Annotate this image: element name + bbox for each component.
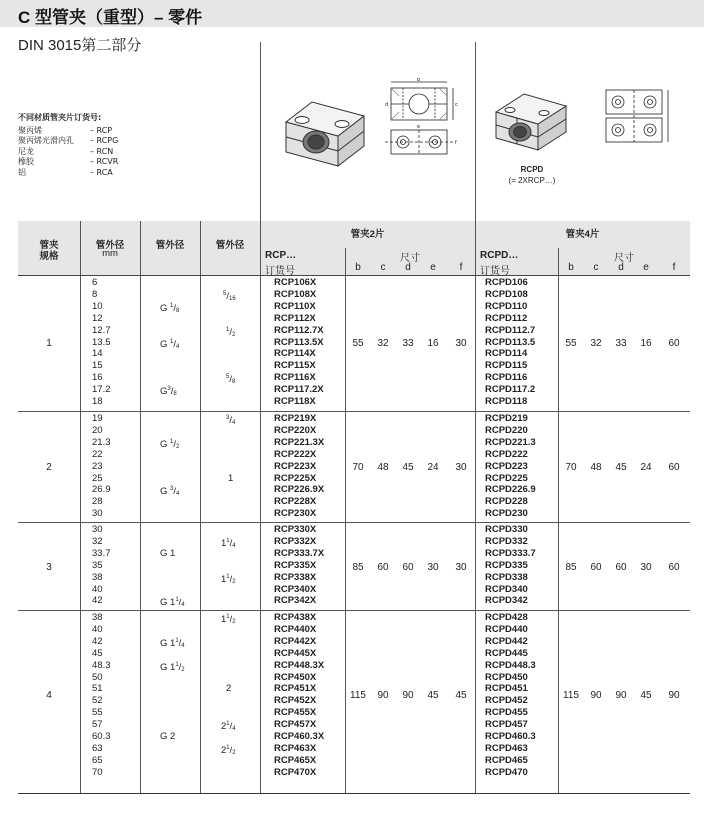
dim-label-c: c <box>455 102 458 108</box>
material-row: 铝 – RCA <box>18 167 113 177</box>
header-od-inch: 管外径 <box>215 240 245 251</box>
rcpd-code-list: RCPD219 RCPD220 RCPD221.3 RCPD222 RCPD223 RCPD225 RCPD226.9 RCPD228 RCPD230 <box>485 413 536 520</box>
od-g-value: G $^1/_4$ <box>160 338 180 350</box>
dim-d-2: 33 <box>402 338 414 349</box>
header-d-2: d <box>405 262 411 273</box>
header-order-no-2: 订货号 <box>265 266 295 277</box>
header-rcpd-code: RCPD… <box>480 250 519 261</box>
rcpd-figure-label: RCPD <box>520 165 544 174</box>
od-mm-cell: 38 40 42 45 48.3 50 51 52 55 57 60.3 63 65 70 <box>92 612 111 778</box>
clamp-2piece-iso-figure <box>276 80 376 170</box>
header-bottom-line <box>18 275 690 276</box>
dim-f-4: 90 <box>668 690 680 701</box>
table-bottom-line <box>18 793 690 794</box>
dim-e-2: 30 <box>427 562 439 573</box>
od-mm-cell: 30 32 33.7 35 38 40 42 <box>92 524 111 607</box>
header-d-4: d <box>618 262 624 273</box>
dim-b-2: 55 <box>352 338 364 349</box>
col-divider <box>475 221 476 793</box>
dim-b-4: 85 <box>565 562 577 573</box>
dim-c-4: 60 <box>590 562 602 573</box>
header-rcp-code: RCP… <box>265 250 297 261</box>
header-size-l2: 规格 <box>39 251 59 262</box>
material-row: 尼龙 – RCN <box>18 146 114 156</box>
header-b-2: b <box>355 262 361 273</box>
dim-label-f: f <box>455 140 457 146</box>
dim-b-2: 85 <box>352 562 364 573</box>
od-inch-value: 1 <box>228 472 234 484</box>
dim-b-4: 70 <box>565 462 577 473</box>
rcp-code-list: RCP330X RCP332X RCP333.7X RCP335X RCP338X RCP340X RCP342X <box>274 524 325 607</box>
od-inch-value: $2^1/_2$ <box>221 744 236 756</box>
dim-d-4: 33 <box>615 338 627 349</box>
dim-d-4: 45 <box>615 462 627 473</box>
col-divider <box>345 248 346 793</box>
col-divider <box>80 221 81 793</box>
material-heading: 不同材质管夹片订货号: <box>18 113 102 122</box>
od-inch-value: $^1/_2$ <box>226 326 236 338</box>
dim-label-d: d <box>385 102 389 108</box>
od-g-value: G $^1/_8$ <box>160 302 180 314</box>
od-inch-value: $1^1/_2$ <box>221 614 236 625</box>
header-od-mm-l1: 管外径 <box>95 240 125 251</box>
od-inch-value: $1^1/_4$ <box>221 537 236 549</box>
material-row: 橡胶 – RCVR <box>18 157 119 166</box>
clamp-4piece-drawing <box>600 84 672 146</box>
dim-c-2: 60 <box>377 562 389 573</box>
subtitle: DIN 3015第二部分 <box>18 37 142 54</box>
od-inch-value: $2^1/_4$ <box>221 721 236 733</box>
col-divider <box>200 221 201 793</box>
od-g-value: G 1 <box>160 547 176 559</box>
group-divider <box>18 411 690 412</box>
dim-e-4: 24 <box>640 462 652 473</box>
rcpd-figure-sublabel: (= 2XRCP…) <box>508 176 556 185</box>
rcpd-code-list: RCPD428 RCPD440 RCPD442 RCPD445 RCPD448.3 RCPD450 RCPD451 RCPD452 RCPD455 RCPD457 RCPD460.3 RCPD463 RCPD465 RCPD470 <box>485 612 536 778</box>
dim-b-2: 115 <box>350 690 366 701</box>
dim-f-4: 60 <box>668 462 680 473</box>
size-cell: 1 <box>46 338 52 349</box>
dim-e-2: 24 <box>427 462 439 473</box>
clamp-2piece-drawing <box>383 78 461 170</box>
dim-f-2: 30 <box>455 562 467 573</box>
od-g-value: G $^3/_4$ <box>160 486 180 498</box>
header-dims-4: 尺寸 <box>614 253 634 264</box>
dim-label-b: b <box>417 78 421 83</box>
page-title: C 型管夹（重型）– 零件 <box>18 8 203 27</box>
header-od-mm-l2: mm <box>102 248 118 259</box>
header-c-4: c <box>593 262 599 273</box>
material-row: 聚丙烯光滑内孔 – RCPG <box>18 136 119 145</box>
od-mm-cell: 19 20 21.3 22 23 25 26.9 28 30 <box>92 413 111 520</box>
od-mm-cell: 6 8 10 12 12.7 13.5 14 15 16 17.2 18 <box>92 277 111 408</box>
size-cell: 4 <box>46 690 52 701</box>
rcpd-code-list: RCPD330 RCPD332 RCPD333.7 RCPD335 RCPD338 RCPD340 RCPD342 <box>485 524 536 607</box>
dim-d-4: 60 <box>615 562 627 573</box>
od-inch-value: 2 <box>226 683 232 695</box>
od-g-value: G $1^1/_2$ <box>160 661 185 673</box>
header-group-2piece: 管夹2片 <box>350 229 385 240</box>
header-e-4: e <box>643 262 649 273</box>
dim-b-4: 115 <box>563 690 579 701</box>
dim-f-2: 45 <box>455 690 467 701</box>
dim-f-2: 30 <box>455 462 467 473</box>
header-c-2: c <box>380 262 386 273</box>
size-cell: 2 <box>46 462 52 473</box>
dim-label-e: e <box>417 124 421 130</box>
header-f-4: f <box>672 262 676 273</box>
dim-b-2: 70 <box>352 462 364 473</box>
header-size-l1: 管夹 <box>39 240 59 251</box>
header-b-4: b <box>568 262 574 273</box>
material-row: 聚丙烯 – RCP <box>18 125 113 135</box>
clamp-4piece-iso-figure <box>490 80 574 152</box>
dim-c-4: 90 <box>590 690 602 701</box>
header-f-2: f <box>459 262 463 273</box>
size-cell: 3 <box>46 562 52 573</box>
dim-c-4: 48 <box>590 462 602 473</box>
dim-c-2: 32 <box>377 338 389 349</box>
od-inch-value: $^3/_4$ <box>226 415 236 426</box>
rcp-code-list: RCP106X RCP108X RCP110X RCP112X RCP112.7X RCP113.5X RCP114X RCP115X RCP116X RCP117.2X RCP118X <box>274 277 324 408</box>
figure-divider-right <box>475 42 476 221</box>
dim-b-4: 55 <box>565 338 577 349</box>
material-list <box>18 113 118 178</box>
dim-e-2: 45 <box>427 690 439 701</box>
od-g-value: G $1^1/_4$ <box>160 637 185 649</box>
od-inch-value: $1^1/_2$ <box>221 573 236 585</box>
rcp-code-list: RCP438X RCP440X RCP442X RCP445X RCP448.3X RCP450X RCP451X RCP452X RCP455X RCP457X RCP460.3X RCP463X RCP465X RCP470X <box>274 612 325 778</box>
dim-d-2: 90 <box>402 690 414 701</box>
dim-c-2: 48 <box>377 462 389 473</box>
header-od-g: 管外径 <box>155 240 185 251</box>
title-bar <box>0 0 704 27</box>
dim-d-4: 90 <box>615 690 627 701</box>
dim-e-4: 16 <box>640 338 652 349</box>
od-g-value: $G^3/_8$ <box>160 386 177 398</box>
dim-d-2: 60 <box>402 562 414 573</box>
rcpd-code-list: RCPD106 RCPD108 RCPD110 RCPD112 RCPD112.7 RCPD113.5 RCPD114 RCPD115 RCPD116 RCPD117.2 RCPD118 <box>485 277 536 408</box>
dim-d-2: 45 <box>402 462 414 473</box>
group-divider <box>18 522 690 523</box>
dim-f-2: 30 <box>455 338 467 349</box>
od-g-value: G 2 <box>160 731 176 742</box>
dim-e-2: 16 <box>427 338 439 349</box>
od-inch-value: $^5/_8$ <box>226 374 236 386</box>
dim-c-2: 90 <box>377 690 389 701</box>
od-inch-value: $^5/_{16}$ <box>223 290 236 302</box>
dim-f-4: 60 <box>668 338 680 349</box>
dim-e-4: 45 <box>640 690 652 701</box>
od-g-value: G $^1/_2$ <box>160 438 180 450</box>
col-divider <box>260 221 261 793</box>
od-g-value: G $1^1/_4$ <box>160 597 185 609</box>
header-group-4piece: 管夹4片 <box>565 229 600 240</box>
header-order-no-4: 订货号 <box>480 266 510 277</box>
col-divider <box>558 248 559 793</box>
rcp-code-list: RCP219X RCP220X RCP221.3X RCP222X RCP223X RCP225X RCP226.9X RCP228X RCP230X <box>274 413 325 520</box>
header-dims-2: 尺寸 <box>400 253 420 264</box>
dim-c-4: 32 <box>590 338 602 349</box>
dim-f-4: 60 <box>668 562 680 573</box>
dim-e-4: 30 <box>640 562 652 573</box>
group-divider <box>18 610 690 611</box>
header-e-2: e <box>430 262 436 273</box>
figure-divider-left <box>260 42 261 221</box>
col-divider <box>140 221 141 793</box>
